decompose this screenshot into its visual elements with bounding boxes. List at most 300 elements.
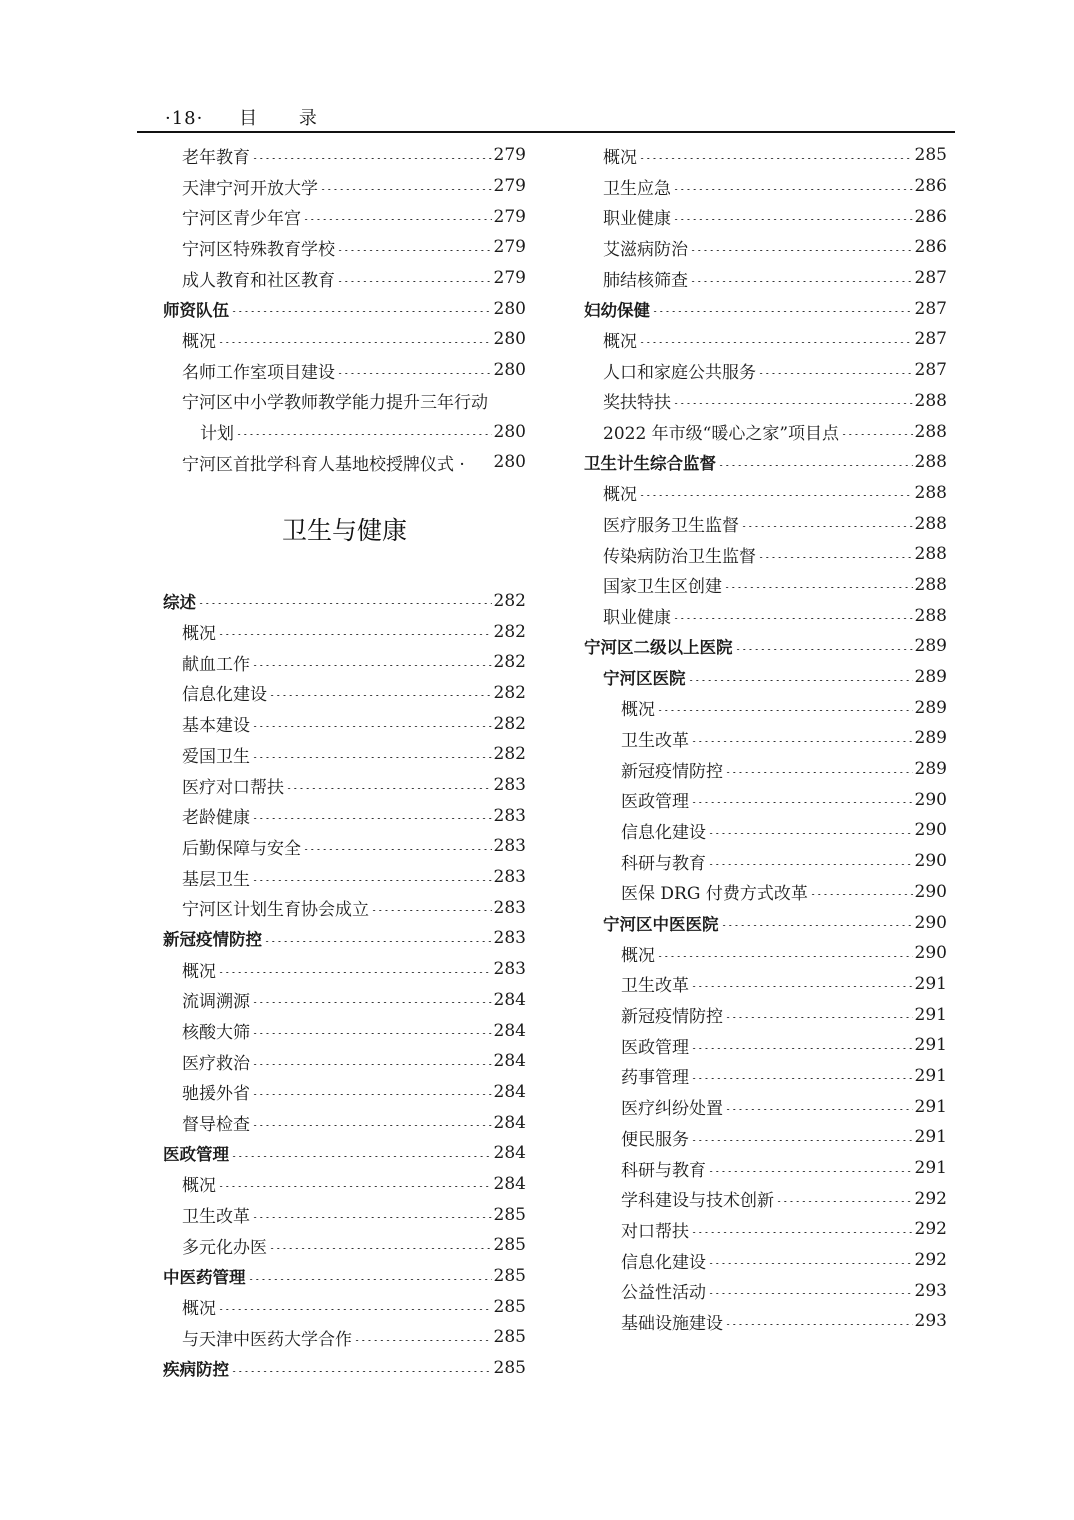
toc-entry[interactable]: [584, 600, 947, 631]
dot-leader: [467, 465, 492, 466]
dot-leader: [337, 250, 492, 251]
toc-entry-title: 传染病防治卫生监督: [603, 546, 756, 567]
dot-leader: [657, 710, 913, 711]
toc-entry-title: 科研与教育: [621, 1160, 706, 1181]
toc-entry-title: 多元化办医: [182, 1237, 267, 1258]
toc-entry-page: 290: [914, 789, 947, 810]
toc-entry-title: 信息化建设: [621, 1252, 706, 1273]
toc-entry[interactable]: [584, 355, 947, 386]
toc-entry-title: 宁河区青少年宫: [182, 209, 301, 230]
toc-entry[interactable]: [584, 907, 947, 938]
page-number: ·18·: [165, 108, 204, 129]
dot-leader: [690, 250, 913, 251]
toc-entry-title: 信息化建设: [621, 822, 706, 843]
toc-entry-title: 概况: [621, 945, 655, 966]
toc-entry-page: 283: [493, 805, 526, 826]
toc-entry-title: 医保 DRG 付费方式改革: [621, 884, 808, 905]
toc-entry-title: 人口和家庭公共服务: [603, 362, 756, 383]
toc-entry-page: 288: [914, 421, 947, 442]
toc-entry[interactable]: [584, 232, 947, 263]
toc-entry-title: 卫生改革: [621, 730, 689, 751]
toc-entry[interactable]: [163, 1015, 526, 1046]
toc-entry-title: 新冠疫情防控: [621, 1007, 723, 1028]
toc-entry-title: 天津宁河开放大学: [182, 178, 318, 199]
dot-leader: [252, 880, 492, 881]
toc-entry-page: 283: [493, 867, 526, 888]
toc-entry-title: 卫生改革: [621, 976, 689, 997]
toc-entry-page: 288: [914, 574, 947, 595]
toc-entry-title: 妇幼保健: [584, 300, 650, 320]
toc-entry-page: 291: [914, 1065, 947, 1086]
toc-entry-page: 290: [914, 820, 947, 841]
toc-entry-title: 艾滋病防治: [603, 239, 688, 260]
toc-entry-page: 287: [914, 329, 947, 350]
toc-entry[interactable]: [584, 1245, 947, 1276]
toc-entry[interactable]: [584, 1091, 947, 1122]
toc-entry-page: 285: [493, 1235, 526, 1256]
toc-entry-page: 290: [914, 851, 947, 872]
toc-entry[interactable]: [584, 416, 947, 447]
dot-leader: [231, 1371, 492, 1372]
toc-entry-page: 291: [914, 1158, 947, 1179]
dot-leader: [725, 1109, 913, 1110]
toc-entry[interactable]: [163, 800, 526, 831]
toc-entry-page: 279: [493, 268, 526, 289]
toc-entry-title: 概况: [603, 331, 637, 352]
dot-leader: [218, 1309, 492, 1310]
toc-entry-title: 职业健康: [603, 608, 671, 629]
dot-leader: [639, 495, 913, 496]
toc-entry[interactable]: [163, 678, 526, 709]
toc-entry-page: 292: [914, 1188, 947, 1209]
toc-entry-page: 291: [914, 973, 947, 994]
toc-entry-page: 284: [493, 1143, 526, 1164]
toc-entry[interactable]: [584, 1183, 947, 1214]
toc-entry[interactable]: [163, 831, 526, 862]
toc-entry-title: 与天津中医药大学合作: [182, 1329, 352, 1350]
toc-entry[interactable]: [163, 263, 526, 294]
toc-entry-page: 292: [914, 1219, 947, 1240]
toc-entry[interactable]: [584, 1306, 947, 1337]
toc-entry-title: 医疗对口帮扶: [182, 777, 284, 798]
toc-list-right: [584, 140, 947, 1337]
dot-leader: [691, 741, 913, 742]
toc-entry[interactable]: [163, 1291, 526, 1322]
toc-entry-page: 289: [914, 759, 947, 780]
dot-leader: [652, 311, 913, 312]
dot-leader: [218, 972, 492, 973]
dot-leader: [231, 1156, 492, 1157]
dot-leader: [303, 219, 492, 220]
toc-entry-title: 奖扶特扶: [603, 393, 671, 414]
toc-entry-title: 肺结核筛查: [603, 270, 688, 291]
toc-entry-page: 279: [493, 206, 526, 227]
dot-leader: [320, 189, 492, 190]
toc-entry[interactable]: [584, 324, 947, 355]
toc-entry[interactable]: [584, 171, 947, 202]
toc-entry[interactable]: [584, 784, 947, 815]
toc-entry-title: 职业健康: [603, 209, 671, 230]
toc-entry-page: 282: [493, 713, 526, 734]
dot-leader: [252, 158, 492, 159]
toc-entry-title: 中医药管理: [163, 1268, 246, 1288]
toc-entry[interactable]: [163, 1046, 526, 1077]
toc-entry-page: 289: [914, 667, 947, 688]
toc-entry-title: 流调溯源: [182, 992, 250, 1013]
toc-left-column: [163, 140, 526, 1383]
toc-entry-title: 综述: [163, 592, 196, 612]
toc-entry-page: 290: [914, 943, 947, 964]
toc-entry[interactable]: [163, 447, 526, 478]
toc-section-heading[interactable]: [584, 631, 947, 662]
dot-leader: [252, 1217, 492, 1218]
toc-entry-page: 287: [914, 360, 947, 381]
dot-leader: [776, 1201, 913, 1202]
toc-entry-title: 概况: [182, 1176, 216, 1197]
toc-entry-title: 成人教育和社区教育: [182, 270, 335, 291]
toc-entry-page: 284: [493, 1173, 526, 1194]
toc-section-heading[interactable]: [163, 586, 526, 617]
toc-entry-page: 285: [493, 1296, 526, 1317]
toc-entry[interactable]: [584, 1122, 947, 1153]
toc-entry[interactable]: [584, 662, 947, 693]
toc-list-left-bottom: [163, 586, 526, 1384]
toc-section-heading[interactable]: [584, 447, 947, 478]
toc-entry[interactable]: [584, 263, 947, 294]
toc-entry-title: 宁河区中小学教师教学能力提升三年行动: [182, 393, 488, 414]
toc-entry-title: 老龄健康: [182, 808, 250, 829]
toc-entry-page: 279: [493, 176, 526, 197]
toc-entry[interactable]: [163, 201, 526, 232]
dot-leader: [721, 925, 913, 926]
dot-leader: [691, 1048, 913, 1049]
toc-entry-title: 医政管理: [621, 792, 689, 813]
dot-leader: [218, 1186, 492, 1187]
toc-entry-title: 宁河区特殊教育学校: [182, 239, 335, 260]
toc-entry-page: 285: [493, 1266, 526, 1287]
toc-entry[interactable]: [584, 570, 947, 601]
toc-entry[interactable]: [584, 969, 947, 1000]
dot-leader: [269, 695, 492, 696]
toc-entry[interactable]: [163, 739, 526, 770]
toc-entry[interactable]: [163, 647, 526, 678]
toc-entry-page: 279: [493, 237, 526, 258]
toc-entry[interactable]: [163, 892, 526, 923]
toc-entry-title: 新冠疫情防控: [163, 930, 262, 950]
toc-entry-page: 284: [493, 1020, 526, 1041]
toc-entry-page: 283: [493, 775, 526, 796]
dot-leader: [269, 1248, 492, 1249]
toc-entry-title: 后勤保障与安全: [182, 838, 301, 859]
toc-section-heading[interactable]: [163, 1353, 526, 1384]
toc-entry[interactable]: [584, 1275, 947, 1306]
toc-entry-title: 医政管理: [163, 1145, 229, 1165]
toc-entry[interactable]: [163, 862, 526, 893]
toc-entry-page: 293: [914, 1311, 947, 1332]
dot-leader: [337, 373, 492, 374]
dot-leader: [264, 941, 492, 942]
toc-entry[interactable]: [163, 416, 526, 447]
toc-entry[interactable]: [163, 171, 526, 202]
toc-entry[interactable]: [163, 355, 526, 386]
toc-entry[interactable]: [163, 1322, 526, 1353]
toc-entry[interactable]: [163, 1107, 526, 1138]
toc-entry-title: 献血工作: [182, 654, 250, 675]
dot-leader: [198, 603, 492, 604]
toc-entry-page: 282: [493, 621, 526, 642]
section-title: 卫生与健康: [281, 515, 407, 545]
toc-entry[interactable]: [584, 877, 947, 908]
toc-entry[interactable]: [163, 708, 526, 739]
dot-leader: [758, 557, 913, 558]
dot-leader: [231, 311, 492, 312]
dot-leader: [252, 726, 492, 727]
toc-entry-title: 卫生计生综合监督: [584, 454, 716, 474]
dot-leader: [236, 434, 492, 435]
toc-entry-title: 概况: [182, 961, 216, 982]
toc-entry[interactable]: [584, 938, 947, 969]
dot-leader: [639, 158, 913, 159]
toc-entry-page: 279: [493, 145, 526, 166]
dot-leader: [708, 864, 913, 865]
toc-entry-title: 核酸大筛: [182, 1023, 250, 1044]
toc-entry-title: 督导检查: [182, 1115, 250, 1136]
toc-entry-page: 280: [493, 360, 526, 381]
toc-entry-page: 288: [914, 390, 947, 411]
toc-entry[interactable]: [163, 985, 526, 1016]
dot-leader: [252, 818, 492, 819]
toc-entry-title: 概况: [621, 700, 655, 721]
dot-leader: [218, 342, 492, 343]
toc-entry[interactable]: [584, 723, 947, 754]
toc-entry-page: 291: [914, 1035, 947, 1056]
toc-entry-title: 概况: [603, 485, 637, 506]
toc-entry-title: 医疗服务卫生监督: [603, 516, 739, 537]
toc-entry-page: 285: [493, 1204, 526, 1225]
toc-entry-title: 对口帮扶: [621, 1221, 689, 1242]
toc-entry-page: 289: [914, 636, 947, 657]
dot-leader: [690, 281, 913, 282]
toc-entry-page: 292: [914, 1250, 947, 1271]
toc-entry-page: 282: [493, 682, 526, 703]
toc-entry-title: 驰援外省: [182, 1084, 250, 1105]
toc-entry-title: 师资队伍: [163, 300, 229, 320]
dot-leader: [252, 757, 492, 758]
dot-leader: [371, 910, 492, 911]
toc-entry-title: 概况: [182, 1299, 216, 1320]
toc-entry-page: 283: [493, 836, 526, 857]
toc-entry-page: 287: [914, 268, 947, 289]
toc-entry-title: 宁河区医院: [603, 669, 686, 689]
toc-entry[interactable]: [584, 386, 947, 417]
dot-leader: [252, 1064, 492, 1065]
toc-entry-page: 293: [914, 1280, 947, 1301]
dot-leader: [252, 1033, 492, 1034]
toc-section-heading[interactable]: [163, 293, 526, 324]
toc-entry-title: 2022 年市级“暖心之家”项目点: [603, 424, 840, 445]
toc-entry[interactable]: [584, 754, 947, 785]
toc-entry-wrapped-line: [163, 386, 526, 417]
toc-section-heading[interactable]: [163, 923, 526, 954]
toc-entry-title: 老年教育: [182, 147, 250, 168]
toc-entry[interactable]: [163, 954, 526, 985]
toc-entry-page: 284: [493, 989, 526, 1010]
dot-leader: [708, 1171, 913, 1172]
toc-entry[interactable]: [584, 846, 947, 877]
toc-entry[interactable]: [163, 770, 526, 801]
dot-leader: [691, 1232, 913, 1233]
toc-entry[interactable]: [163, 1230, 526, 1261]
dot-leader: [252, 1125, 492, 1126]
toc-entry[interactable]: [584, 508, 947, 539]
toc-entry-title: 宁河区计划生育协会成立: [182, 900, 369, 921]
toc-entry[interactable]: [163, 1199, 526, 1230]
toc-entry-page: 285: [493, 1358, 526, 1379]
toc-entry[interactable]: [584, 1214, 947, 1245]
toc-entry-page: 291: [914, 1096, 947, 1117]
dot-leader: [741, 526, 913, 527]
dot-leader: [657, 956, 913, 957]
toc-entry-page: 288: [914, 513, 947, 534]
toc-entry-title: 基础设施建设: [621, 1313, 723, 1334]
toc-entry-title: 卫生应急: [603, 178, 671, 199]
toc-entry[interactable]: [584, 815, 947, 846]
toc-entry[interactable]: [584, 999, 947, 1030]
dot-leader: [673, 403, 913, 404]
toc-entry-page: 290: [914, 881, 947, 902]
toc-entry-page: 286: [914, 206, 947, 227]
toc-entry-title: 基本建设: [182, 716, 250, 737]
toc-entry-page: 286: [914, 237, 947, 258]
dot-leader: [218, 634, 492, 635]
dot-leader: [691, 1078, 913, 1079]
toc-entry-title: 学科建设与技术创新: [621, 1191, 774, 1212]
toc-entry-title: 医政管理: [621, 1037, 689, 1058]
toc-entry[interactable]: [584, 140, 947, 171]
header-rule: [137, 131, 955, 133]
dot-leader: [725, 772, 913, 773]
dot-leader: [691, 802, 913, 803]
toc-entry[interactable]: [163, 140, 526, 171]
toc-entry-title: 基层卫生: [182, 869, 250, 890]
toc-entry-page: 285: [493, 1327, 526, 1348]
dot-leader: [252, 1094, 492, 1095]
toc-entry-title: 宁河区二级以上医院: [584, 638, 733, 658]
dot-leader: [673, 189, 913, 190]
toc-entry[interactable]: [584, 539, 947, 570]
toc-entry-page: 289: [914, 728, 947, 749]
toc-entry-page: 285: [914, 145, 947, 166]
toc-entry[interactable]: [584, 1153, 947, 1184]
dot-leader: [286, 788, 492, 789]
dot-leader: [248, 1279, 492, 1280]
toc-entry-page: 280: [493, 329, 526, 350]
dot-leader: [735, 649, 913, 650]
dot-leader: [708, 1293, 913, 1294]
toc-entry-title: 计划: [200, 424, 234, 445]
toc-entry-page: 288: [914, 452, 947, 473]
toc-entry-title: 新冠疫情防控: [621, 761, 723, 782]
toc-entry-title: 信息化建设: [182, 685, 267, 706]
dot-leader: [724, 587, 913, 588]
toc-entry-title: 药事管理: [621, 1068, 689, 1089]
toc-entry-page: 283: [493, 897, 526, 918]
toc-entry[interactable]: [163, 1077, 526, 1108]
toc-entry-title: 公益性活动: [621, 1283, 706, 1304]
dot-leader: [725, 1324, 913, 1325]
toc-entry-page: 282: [493, 652, 526, 673]
dot-leader: [708, 833, 913, 834]
dot-leader: [810, 894, 913, 895]
toc-entry-page: 284: [493, 1081, 526, 1102]
toc-entry[interactable]: [163, 324, 526, 355]
toc-entry-page: 282: [493, 590, 526, 611]
toc-right-column: [584, 140, 947, 1337]
running-header: [165, 104, 335, 130]
toc-entry-title: 概况: [603, 147, 637, 168]
dot-leader: [673, 219, 913, 220]
toc-entry[interactable]: [163, 616, 526, 647]
toc-entry[interactable]: [163, 232, 526, 263]
toc-entry-title: 便民服务: [621, 1129, 689, 1150]
toc-section-heading[interactable]: [163, 1261, 526, 1292]
dot-leader: [691, 1140, 913, 1141]
toc-entry-page: 280: [493, 298, 526, 319]
toc-entry-page: 291: [914, 1127, 947, 1148]
dot-leader: [841, 434, 912, 435]
dot-leader: [673, 618, 913, 619]
toc-entry[interactable]: [584, 1061, 947, 1092]
dot-leader: [252, 665, 492, 666]
toc-entry-page: 288: [914, 544, 947, 565]
toc-entry-title: 宁河区中医医院: [603, 914, 719, 934]
toc-entry[interactable]: [584, 201, 947, 232]
dot-leader: [337, 281, 492, 282]
header-title: 目 录: [239, 108, 335, 129]
toc-entry-title: 科研与教育: [621, 853, 706, 874]
toc-section-heading[interactable]: [163, 1138, 526, 1169]
toc-entry[interactable]: [584, 1030, 947, 1061]
toc-list-left-top: [163, 140, 526, 478]
dot-leader: [725, 1017, 913, 1018]
toc-entry-page: 288: [914, 605, 947, 626]
toc-entry[interactable]: [163, 1169, 526, 1200]
toc-entry-title: 概况: [182, 624, 216, 645]
toc-entry-page: 290: [914, 912, 947, 933]
dot-leader: [691, 986, 913, 987]
dot-leader: [688, 680, 913, 681]
toc-entry-page: 283: [493, 959, 526, 980]
toc-entry-page: 280: [493, 452, 526, 473]
dot-leader: [639, 342, 913, 343]
toc-entry-title: 名师工作室项目建设: [182, 362, 335, 383]
toc-entry-title: 宁河区首批学科育人基地校授牌仪式 ·: [182, 454, 465, 475]
toc-entry-title: 卫生改革: [182, 1207, 250, 1228]
toc-entry-title: 医疗救治: [182, 1053, 250, 1074]
dot-leader: [252, 1002, 492, 1003]
toc-entry[interactable]: [584, 692, 947, 723]
toc-entry[interactable]: [584, 478, 947, 509]
toc-section-heading[interactable]: [584, 293, 947, 324]
toc-entry-title: 疾病防控: [163, 1360, 229, 1380]
dot-leader: [708, 1263, 913, 1264]
toc-entry-title: 概况: [182, 331, 216, 352]
toc-entry-page: 284: [493, 1051, 526, 1072]
toc-entry-page: 280: [493, 421, 526, 442]
toc-entry-page: 282: [493, 744, 526, 765]
toc-entry-page: 289: [914, 697, 947, 718]
toc-entry-title: 国家卫生区创建: [603, 577, 722, 598]
